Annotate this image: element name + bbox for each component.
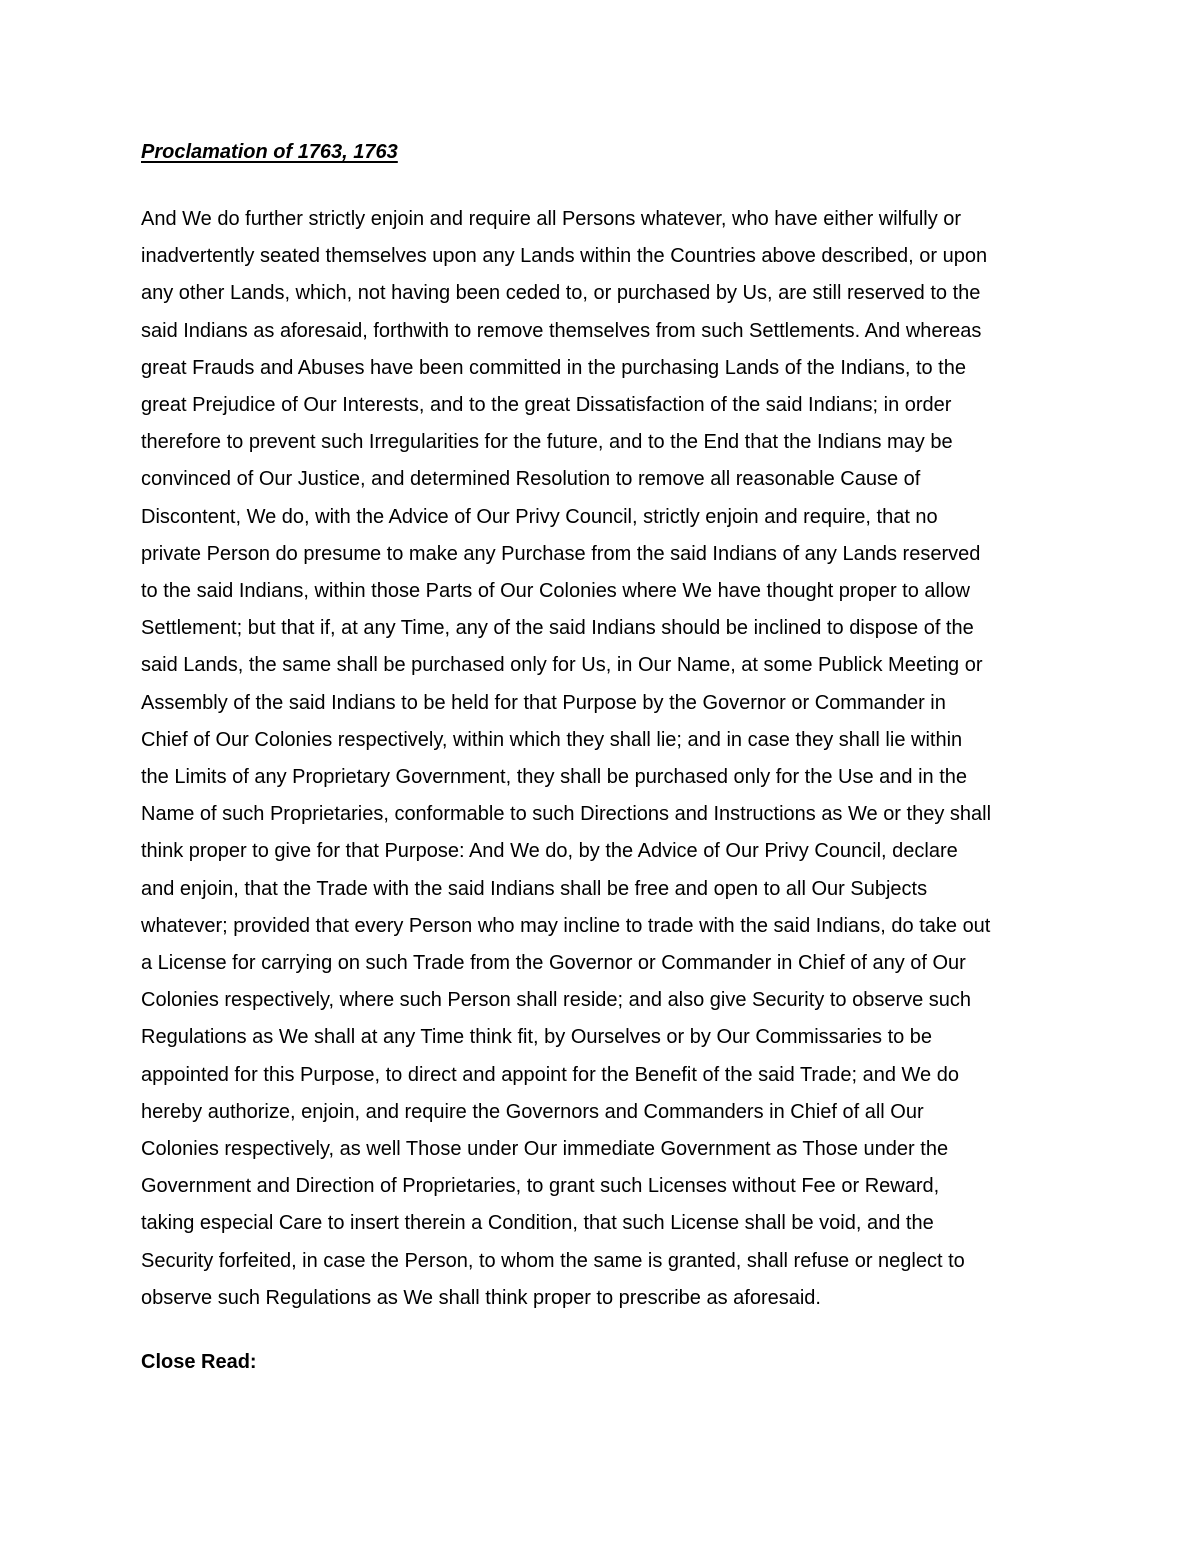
paragraph-line: great Frauds and Abuses have been committed in the purchasing Lands of the Indians, to the [141, 356, 966, 379]
paragraph-line: observe such Regulations as We shall think proper to prescribe as aforesaid. [141, 1286, 821, 1309]
paragraph-line: said Lands, the same shall be purchased only for Us, in Our Name, at some Publick Meeting or [141, 654, 983, 677]
paragraph-line: whatever; provided that every Person who may incline to trade with the said Indians, do take out [141, 914, 991, 937]
paragraph-line: think proper to give for that Purpose: And We do, by the Advice of Our Privy Council, declare [141, 840, 958, 863]
paragraph-line: Government and Direction of Proprietaries, to grant such Licenses without Fee or Reward, [141, 1175, 940, 1198]
close-read-heading: Close Read: [141, 1351, 257, 1373]
paragraph-line: taking especial Care to insert therein a Condition, that such License shall be void, and the [141, 1212, 934, 1235]
paragraph-line: Discontent, We do, with the Advice of Our Privy Council, strictly enjoin and require, that no [141, 505, 938, 528]
paragraph-line: Name of such Proprietaries, conformable to such Directions and Instructions as We or they shall [141, 803, 992, 826]
paragraph-line: Colonies respectively, as well Those under Our immediate Government as Those under the [141, 1138, 949, 1161]
proclamation-paragraph [141, 201, 1081, 1317]
paragraph-line: Assembly of the said Indians to be held for that Purpose by the Governor or Commander in [141, 691, 946, 714]
paragraph-line: and enjoin, that the Trade with the said Indians shall be free and open to all Our Subjects [141, 877, 928, 900]
paragraph-line: inadvertently seated themselves upon any Lands within the Countries above described, or upon [141, 245, 988, 268]
paragraph-line: Settlement; but that if, at any Time, any of the said Indians should be inclined to dispose of the [141, 617, 974, 640]
paragraph-line: said Indians as aforesaid, forthwith to remove themselves from such Settlements. And whereas [141, 319, 982, 342]
paragraph-line: Regulations as We shall at any Time think fit, by Ourselves or by Our Commissaries to be [141, 1026, 933, 1049]
paragraph-line: And We do further strictly enjoin and require all Persons whatever, who have either wilfully or [141, 208, 962, 230]
paragraph-line: convinced of Our Justice, and determined Resolution to remove all reasonable Cause of [141, 468, 921, 491]
paragraph-line: appointed for this Purpose, to direct and appoint for the Benefit of the said Trade; and We do [141, 1063, 959, 1086]
paragraph-line: hereby authorize, enjoin, and require the Governors and Commanders in Chief of all Our [141, 1100, 924, 1123]
paragraph-line: the Limits of any Proprietary Government, they shall be purchased only for the Use and in the [141, 766, 967, 789]
paragraph-line: to the said Indians, within those Parts of Our Colonies where We have thought proper to allow [141, 580, 970, 603]
paragraph-line: Colonies respectively, where such Person shall reside; and also give Security to observe such [141, 989, 972, 1012]
paragraph-line: therefore to prevent such Irregularities for the future, and to the End that the Indians may be [141, 431, 953, 454]
document-title: Proclamation of 1763, 1763 [141, 141, 398, 163]
paragraph-line: a License for carrying on such Trade from the Governor or Commander in Chief of any of Our [141, 952, 966, 975]
paragraph-line: great Prejudice of Our Interests, and to the great Dissatisfaction of the said Indians; in order [141, 394, 952, 417]
paragraph-line: Chief of Our Colonies respectively, within which they shall lie; and in case they shall lie within [141, 728, 963, 751]
paragraph-line: private Person do presume to make any Purchase from the said Indians of any Lands reserved [141, 542, 981, 565]
paragraph-line: Security forfeited, in case the Person, to whom the same is granted, shall refuse or neglect to [141, 1249, 965, 1272]
paragraph-line: any other Lands, which, not having been ceded to, or purchased by Us, are still reserved to the [141, 282, 981, 305]
